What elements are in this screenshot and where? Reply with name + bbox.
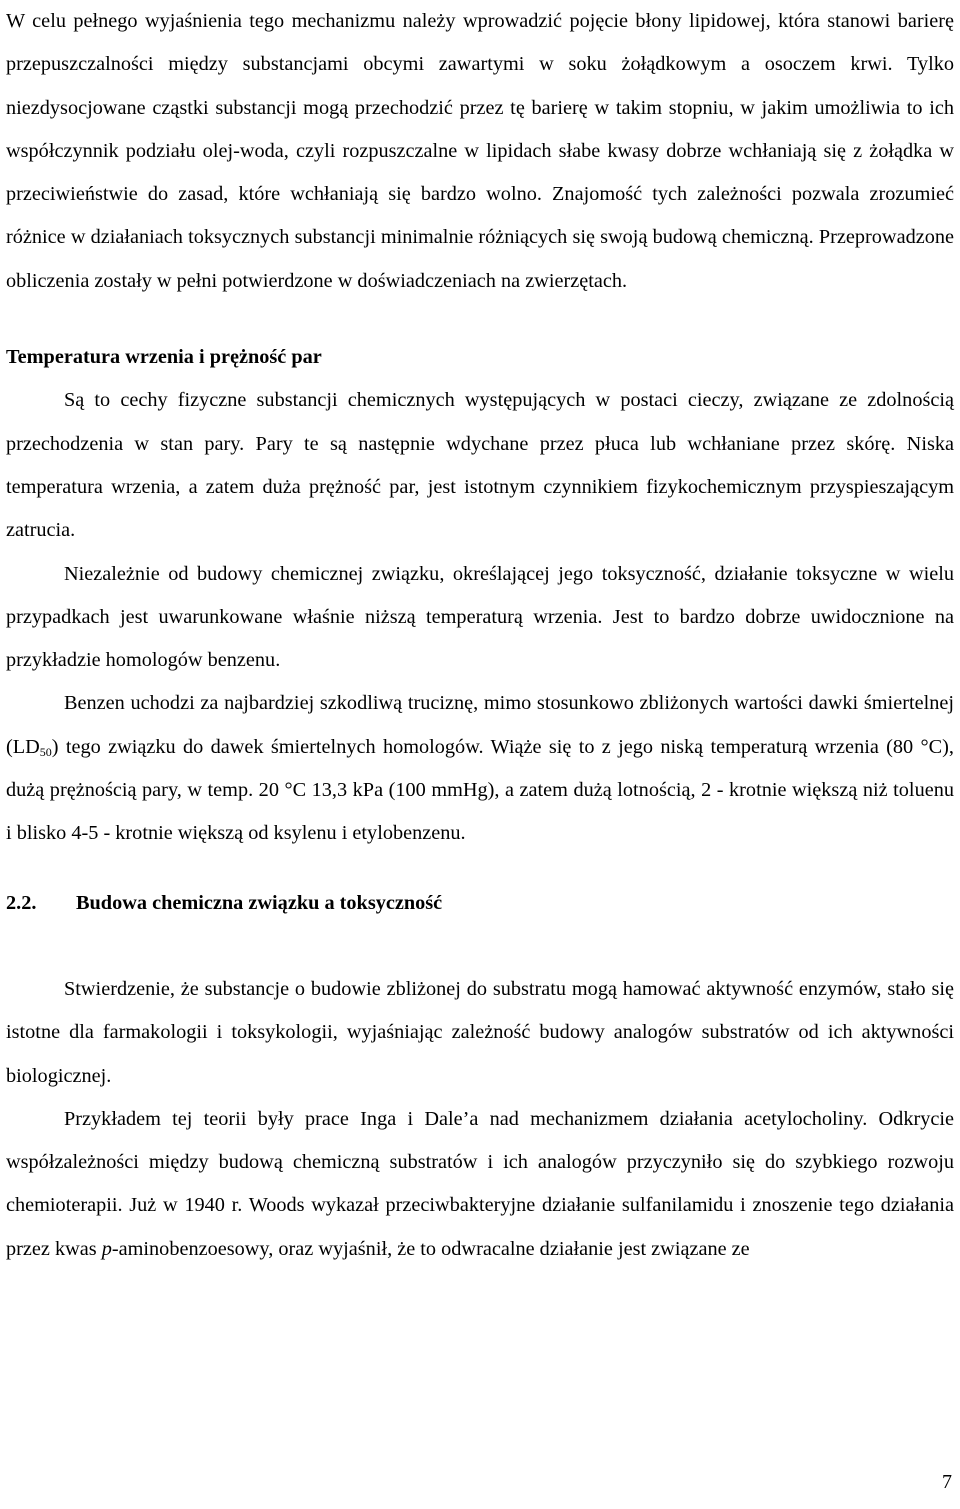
paragraph-benzene — [6, 682, 954, 855]
paragraph-boiling-point-intro: Są to cechy fizyczne substancji chemicznych występujących w postaci cieczy, związane ze zdolnością przechodzenia w stan pary. Pary te są następnie wdychane przez płuca lub wchłaniane przez skórę. Niska temperatura wrzenia, a zatem duża prężność par, jest istotnym czynnikiem fizykochemicznym przyspieszającym zatrucia. — [6, 389, 954, 542]
spacer — [6, 856, 954, 882]
paragraph-ing-dale-main: Przykładem tej teorii były prace Inga i Dale’a nad mechanizmem działania acetylocholiny. Odkrycie współzależności między budową chemiczną substratów i ich analogów przyczyniło się do szybkiego rozwoju chemioterapii. Już w 1940 r. Woods wykazał przeciwbakteryjne działanie sulfanilamidu i znoszenie tego działania przez kwas — [6, 1107, 954, 1260]
section-title: Budowa chemiczna związku a toksyczność — [76, 891, 443, 914]
paragraph-benzene-part-2: ) tego związku do dawek śmiertelnych homologów. Wiąże się to z jego niską temperaturą wrzenia (80 °C), dużą prężnością pary, w temp. 20 °C 13,3 kPa (100 mmHg), a zatem dużą lotnością, 2 - krotnie większą niż toluenu i blisko 4-5 - krotnie większą od ksylenu i etylobenzenu. — [6, 735, 954, 845]
section-number: 2.2. — [6, 891, 37, 914]
ld-subscript: 50 — [39, 744, 52, 759]
paragraph-toxicity-boiling: Niezależnie od budowy chemicznej związku, określającej jego toksyczność, działanie toksyczne w wielu przypadkach jest uwarunkowane właśnie niższą temperaturą wrzenia. Jest to bardzo dobrze uwidocznione na przykładzie homologów benzenu. — [6, 562, 954, 672]
section-heading-boiling-point: Temperatura wrzenia i prężność par — [6, 346, 322, 369]
page-number: 7 — [942, 1471, 952, 1493]
spacer — [6, 303, 954, 336]
paragraph-ing-dale-tail: -aminobenzoesowy, oraz wyjaśnił, że to odwracalne działanie jest związane ze — [111, 1237, 750, 1260]
paragraph-ing-dale — [6, 1098, 954, 1271]
document-page — [6, 0, 954, 1271]
para-prefix-italic: p — [101, 1237, 112, 1260]
paragraph-enzyme-inhibition: Stwierdzenie, że substancje o budowie zbliżonej do substratu mogą hamować aktywność enzymów, stało się istotne dla farmakologii i toksykologii, wyjaśniając zależność budowy analogów substratów od ich aktywności biologicznej. — [6, 977, 954, 1087]
section-heading-2-2 — [6, 882, 954, 925]
paragraph-lipid-membrane: W celu pełnego wyjaśnienia tego mechanizmu należy wprowadzić pojęcie błony lipidowej, która stanowi barierę przepuszczalności między substancjami obcymi zawartymi w soku żołądkowym a osoczem krwi. Tylko niezdysocjowane cząstki substancji mogą przechodzić przez tę barierę w takim stopniu, w jakim umożliwia to ich współczynnik podziału olej-woda, czyli rozpuszczalne w lipidach słabe kwasy dobrze wchłaniają się z żołądka w przeciwieństwie do zasad, które wchłaniają się bardzo wolno. Znajomość tych zależności pozwala zrozumieć różnice w działaniach toksycznych substancji minimalnie różniących się swoją budową chemiczną. Przeprowadzone obliczenia zostały w pełni potwierdzone w doświadczeniach na zwierzętach. — [6, 10, 954, 292]
paragraph-benzene-part-1: Benzen uchodzi za najbardziej szkodliwą truciznę, mimo stosunkowo zbliżonych wartości dawki śmiertelnej (LD — [6, 692, 954, 758]
spacer — [6, 925, 954, 968]
